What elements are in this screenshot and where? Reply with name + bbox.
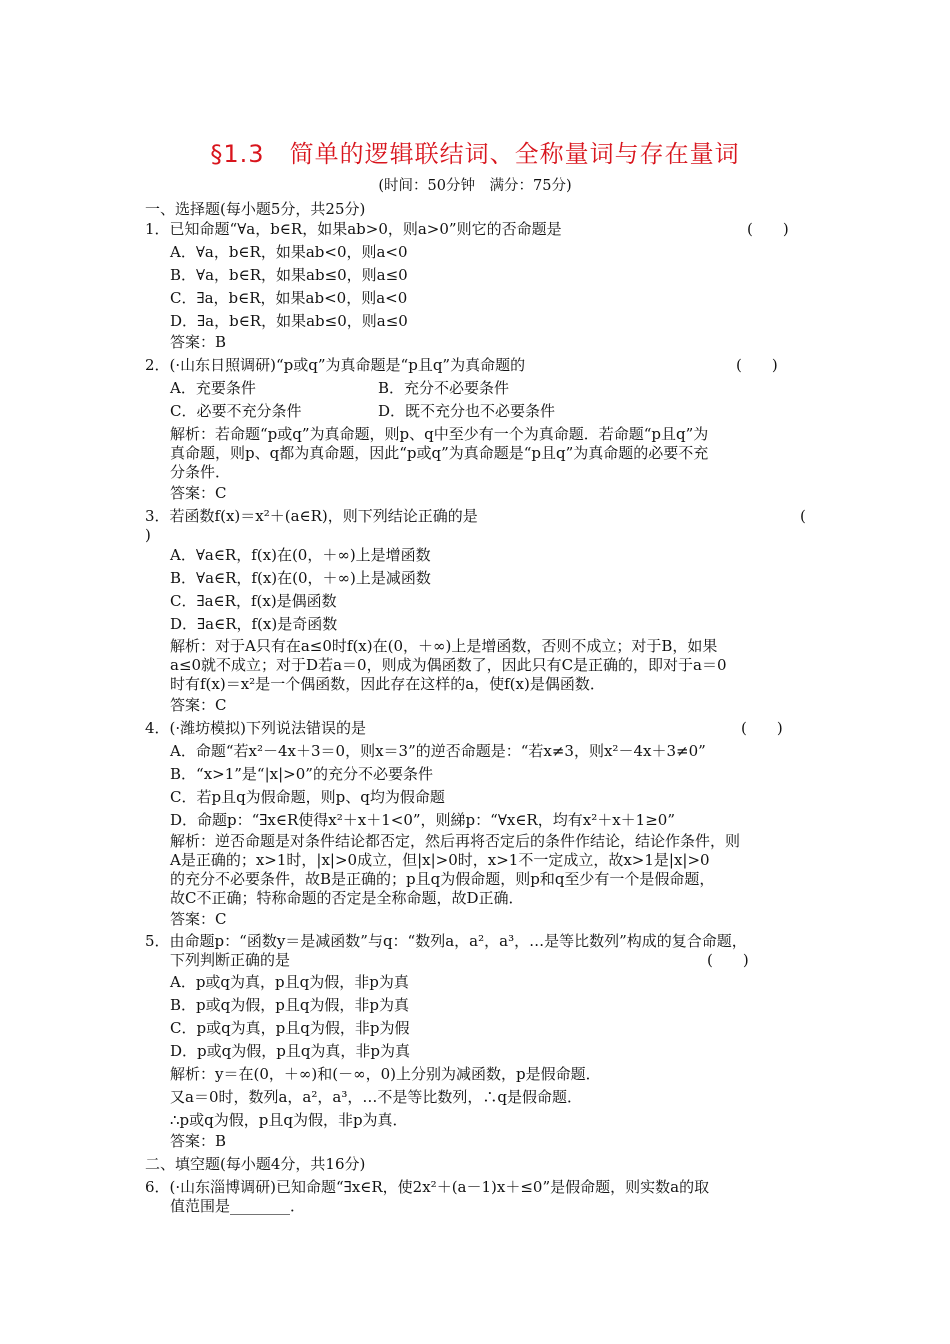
- question-1-stem: 1．已知命题“∀a，b∈R，如果ab>0，则a>0”则它的否命题是: [145, 220, 562, 238]
- question-5-option-d: D．p或q为假，p且q为真，非p为真: [170, 1042, 411, 1060]
- question-3-answer: 答案：C: [170, 696, 227, 714]
- exam-info: (时间：50分钟 满分：75分): [378, 178, 572, 194]
- question-4-option-c: C．若p且q为假命题，则p、q均为假命题: [170, 788, 445, 806]
- question-2-option-c: C．必要不充分条件: [170, 402, 302, 420]
- section-heading-fill: 二、填空题(每小题4分，共16分): [145, 1155, 366, 1173]
- question-3-analysis-line: 时有f(x)＝x²是一个偶函数，因此存在这样的a，使f(x)是偶函数．: [170, 675, 605, 693]
- question-5-analysis-line: 解析：y＝在(0，＋∞)和(－∞，0)上分别为减函数，p是假命题．: [170, 1065, 601, 1083]
- question-2-analysis-line: 真命题，则p、q都为真命题，因此“p或q”为真命题是“p且q”为真命题的必要不充: [170, 444, 709, 462]
- question-5-option-b: B．p或q为假，p且q为假，非p为真: [170, 996, 410, 1014]
- question-2-answer: 答案：C: [170, 484, 227, 502]
- question-4-option-a: A．命题“若x²－4x＋3＝0，则x＝3”的逆否命题是：“若x≠3，则x²－4x＋3≠0”: [170, 742, 706, 760]
- question-3-option-d: D．∃a∈R，f(x)是奇函数: [170, 615, 338, 633]
- answer-blank-1: ( ): [747, 220, 789, 238]
- question-5-analysis-line: 又a＝0时，数列a，a²，a³，…不是等比数列，∴q是假命题．: [170, 1088, 582, 1106]
- question-2-option-b: B．充分不必要条件: [378, 379, 510, 397]
- question-4-stem: 4．(·潍坊模拟)下列说法错误的是: [145, 719, 367, 737]
- question-3-option-c: C．∃a∈R，f(x)是偶函数: [170, 592, 337, 610]
- question-2-stem: 2．(·山东日照调研)“p或q”为真命题是“p且q”为真命题的: [145, 356, 526, 374]
- question-2-option-d: D．既不充分也不必要条件: [378, 402, 556, 420]
- question-6-stem: 6．(·山东淄博调研)已知命题“∃x∈R，使2x²＋(a－1)x＋≤0”是假命题，则实数a的取: [145, 1178, 710, 1196]
- question-5-stem: 5．由命题p：“函数y＝是减函数”与q：“数列a，a²，a³，…是等比数列”构成的复合命题，: [145, 932, 747, 950]
- question-1-option-d: D．∃a，b∈R，如果ab≤0，则a≤0: [170, 312, 408, 330]
- question-3-analysis-line: 解析：对于A只有在a≤0时f(x)在(0，＋∞)上是增函数，否则不成立；对于B，如果: [170, 637, 718, 655]
- question-4-analysis-line: 的充分不必要条件，故B是正确的；p且q为假命题，则p和q至少有一个是假命题，: [170, 870, 715, 888]
- answer-blank-5: ( ): [707, 951, 749, 969]
- question-1-option-c: C．∃a，b∈R，如果ab<0，则a<0: [170, 289, 408, 307]
- question-2-option-a: A．充要条件: [170, 379, 256, 397]
- question-5-analysis-line: ∴p或q为假，p且q为假，非p为真．: [170, 1111, 408, 1129]
- question-3-option-a: A．∀a∈R，f(x)在(0，＋∞)上是增函数: [170, 546, 431, 564]
- question-3-stem: 3．若函数f(x)＝x²＋(a∈R)，则下列结论正确的是: [145, 507, 478, 525]
- answer-blank-3-open: (: [800, 507, 806, 525]
- page-title: §1.3 简单的逻辑联结词、全称量词与存在量词: [210, 140, 740, 168]
- question-2-analysis-line: 解析：若命题“p或q”为真命题，则p、q中至少有一个为真命题．若命题“p且q”为: [170, 425, 709, 443]
- question-5-stem-cont: 下列判断正确的是: [170, 951, 291, 969]
- question-6-stem-cont: 值范围是________．: [170, 1197, 306, 1215]
- question-5-option-c: C．p或q为真，p且q为假，非p为假: [170, 1019, 410, 1037]
- question-1-answer: 答案：B: [170, 333, 227, 351]
- question-4-answer: 答案：C: [170, 910, 227, 928]
- question-4-option-d: D．命题p：“∃x∈R使得x²＋x＋1<0”，则綈p：“∀x∈R，均有x²＋x＋1≥0”: [170, 811, 675, 829]
- answer-blank-2: ( ): [736, 356, 778, 374]
- question-1-option-a: A．∀a，b∈R，如果ab<0，则a<0: [170, 243, 408, 261]
- question-3-option-b: B．∀a∈R，f(x)在(0，＋∞)上是减函数: [170, 569, 431, 587]
- question-4-analysis-line: A是正确的；x>1时，|x|>0成立，但|x|>0时，x>1不一定成立，故x>1是|x|>0: [170, 851, 710, 869]
- question-5-option-a: A．p或q为真，p且q为假，非p为真: [170, 973, 409, 991]
- question-5-answer: 答案：B: [170, 1132, 227, 1150]
- section-heading-choice: 一、选择题(每小题5分，共25分): [145, 200, 366, 218]
- question-2-analysis-line: 分条件．: [170, 463, 231, 481]
- answer-blank-4: ( ): [741, 719, 783, 737]
- answer-blank-3-close: ): [145, 526, 151, 544]
- question-1-option-b: B．∀a，b∈R，如果ab≤0，则a≤0: [170, 266, 408, 284]
- question-3-analysis-line: a≤0就不成立；对于D若a＝0，则成为偶函数了，因此只有C是正确的，即对于a＝0: [170, 656, 727, 674]
- question-4-analysis-line: 故C不正确；特称命题的否定是全称命题，故D正确．: [170, 889, 524, 907]
- question-4-analysis-line: 解析：逆否命题是对条件结论都否定，然后再将否定后的条件作结论，结论作条件，则: [170, 832, 741, 850]
- question-4-option-b: B．“x>1”是“|x|>0”的充分不必要条件: [170, 765, 433, 783]
